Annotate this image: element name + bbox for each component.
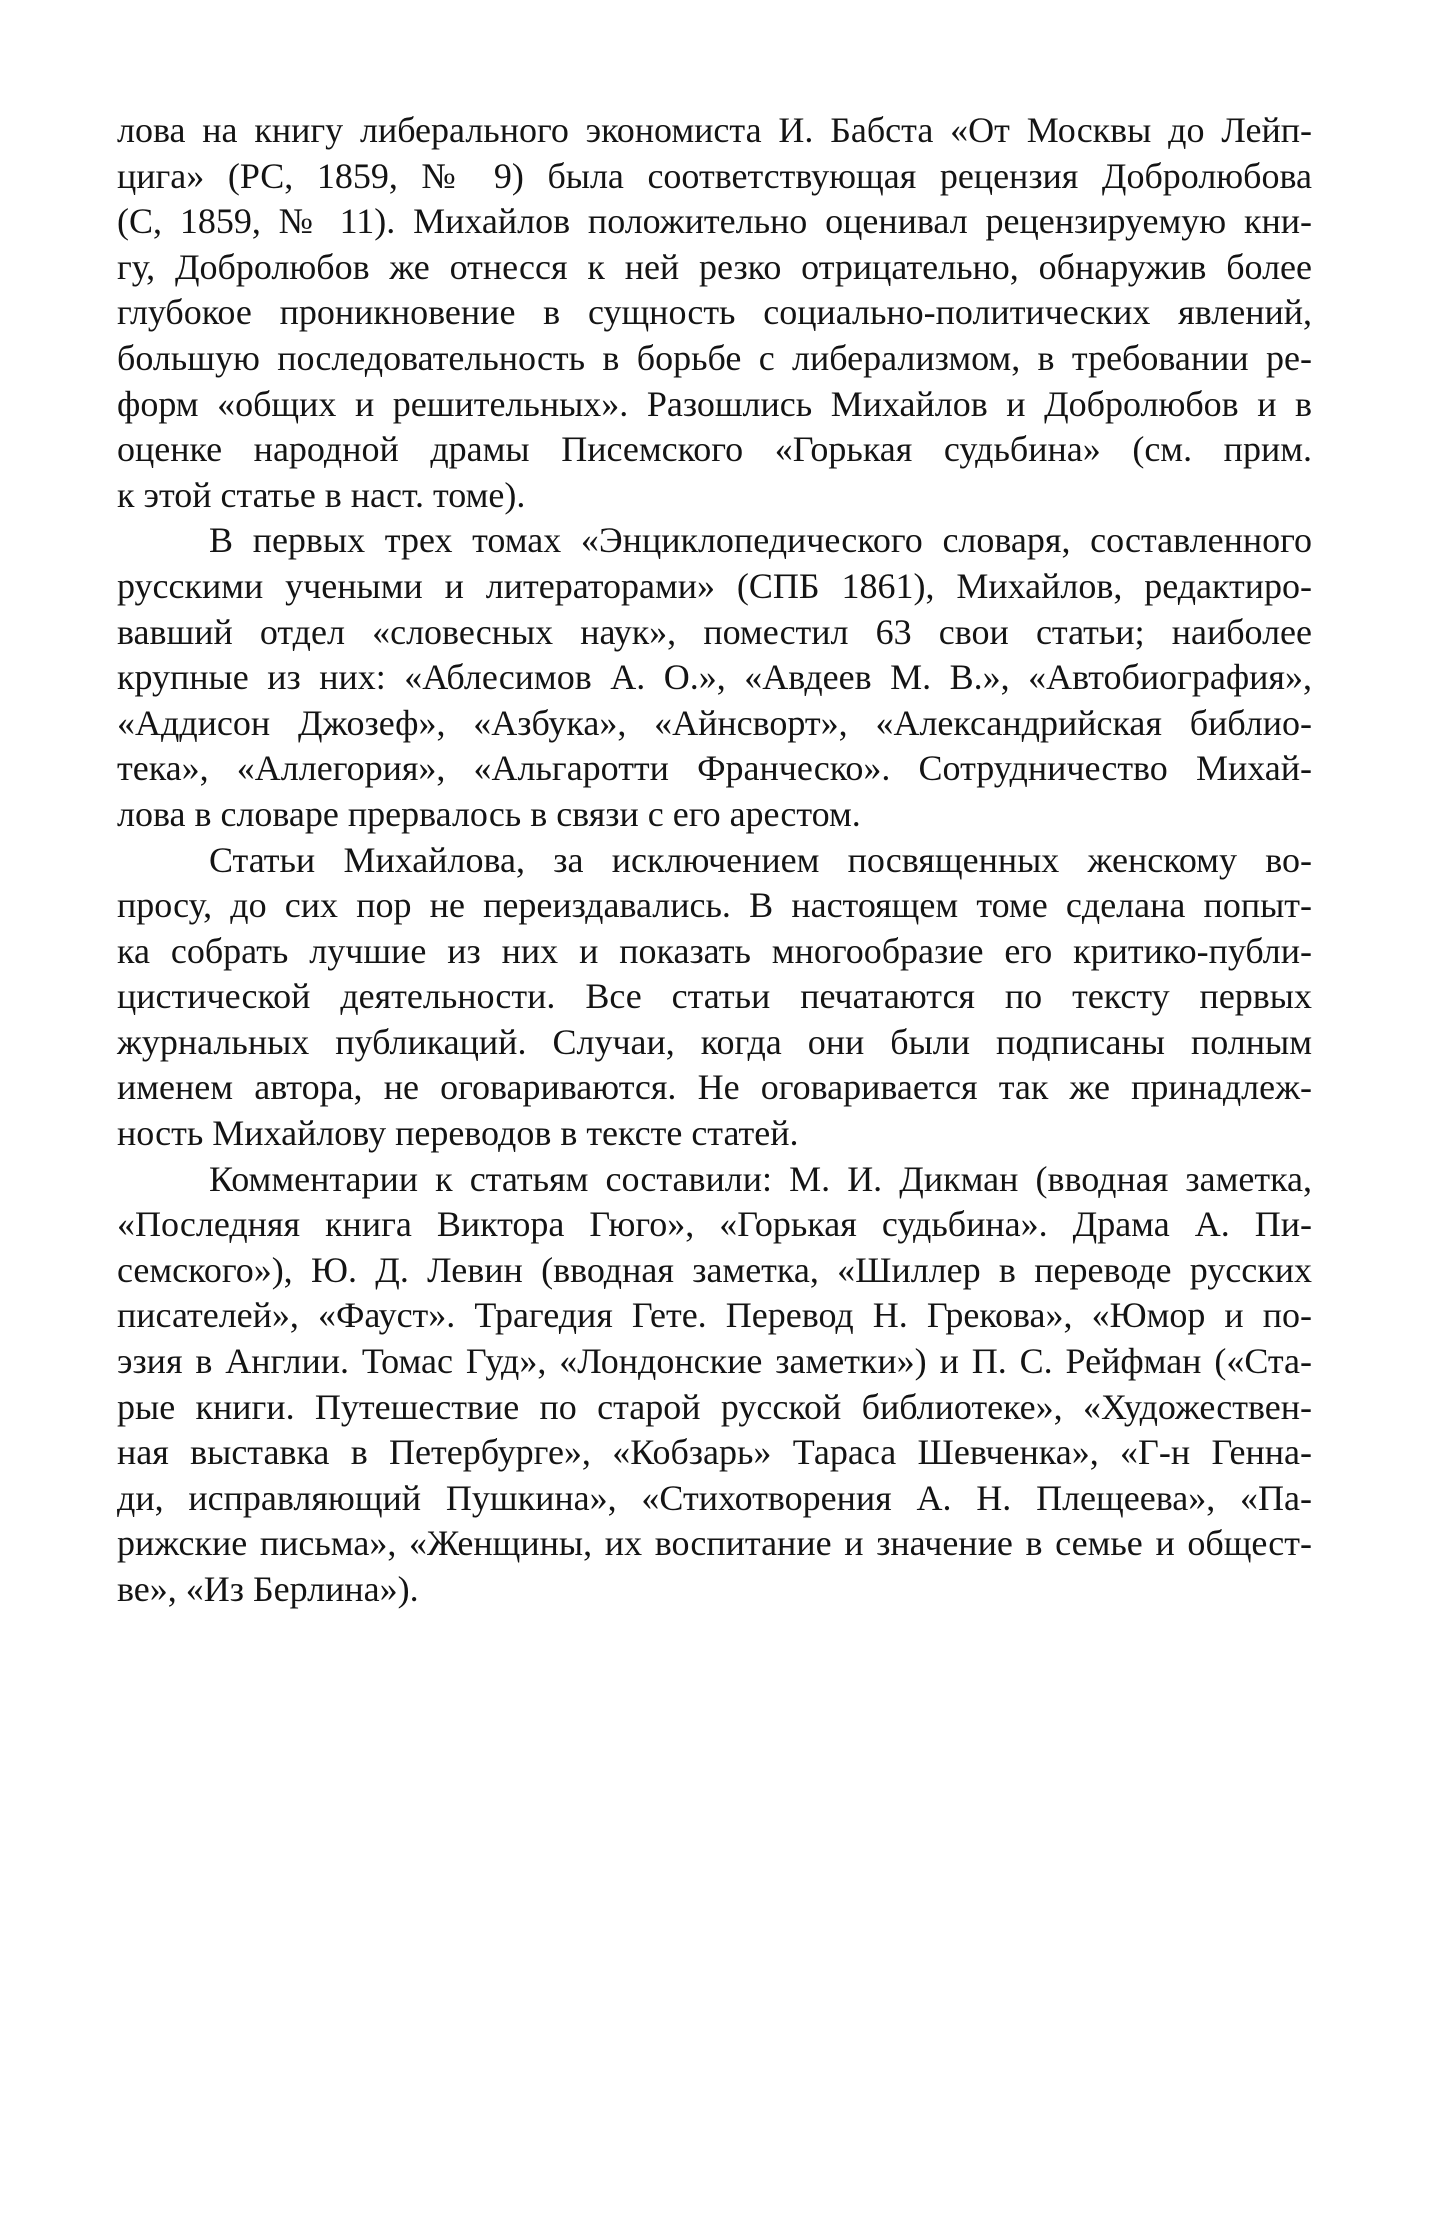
- paragraph-4: [117, 1157, 1312, 1613]
- text-line: рые книги. Путешествие по старой русской библиотеке», «Художествен-: [117, 1386, 1312, 1427]
- text-line: ка собрать лучшие из них и показать многообразие его критико-публи-: [117, 930, 1312, 971]
- text-line: вавший отдел «словесных наук», поместил 63 свои статьи; наиболее: [117, 611, 1312, 652]
- text-line: «Аддисон Джозеф», «Азбука», «Айнсворт», «Александрийская библио-: [117, 702, 1312, 743]
- text-line: русскими учеными и литераторами» (СПБ 1861), Михайлов, редактиро-: [117, 565, 1312, 606]
- text-line: к этой статье в наст. томе).: [117, 474, 526, 515]
- page-text: [117, 108, 1312, 1613]
- text-line: «Последняя книга Виктора Гюго», «Горькая судьбина». Драма А. Пи-: [117, 1204, 1312, 1245]
- text-line: (С, 1859, № 11). Михайлов положительно оценивал рецензируемую кни-: [117, 201, 1312, 242]
- text-line: ность Михайлову переводов в тексте статей.: [117, 1113, 799, 1154]
- text-line: писателей», «Фауст». Трагедия Гете. Перевод Н. Грекова», «Юмор и по-: [117, 1295, 1312, 1336]
- text-line: ная выставка в Петербурге», «Кобзарь» Тараса Шевченка», «Г-н Генна-: [117, 1432, 1312, 1473]
- text-line: оценке народной драмы Писемского «Горькая судьбина» (см. прим.: [117, 429, 1312, 470]
- text-line: рижские письма», «Женщины, их воспитание и значение в семье и общест-: [117, 1523, 1312, 1564]
- text-line: лова на книгу либерального экономиста И. Бабста «От Москвы до Лейп-: [117, 110, 1312, 150]
- text-line: крупные из них: «Аблесимов А. О.», «Авдеев М. В.», «Автобиография»,: [117, 657, 1312, 698]
- text-line: семского»), Ю. Д. Левин (вводная заметка, «Шиллер в переводе русских: [117, 1249, 1312, 1290]
- text-line: ве», «Из Берлина»).: [117, 1569, 419, 1609]
- text-line: гу, Добролюбов же отнесся к ней резко отрицательно, обнаружив более: [117, 246, 1312, 287]
- paragraph-2: [117, 518, 1312, 837]
- text-line: ди, исправляющий Пушкина», «Стихотворения А. Н. Плещеева», «Па-: [117, 1477, 1312, 1518]
- text-line: Комментарии к статьям составили: М. И. Дикман (вводная заметка,: [209, 1158, 1312, 1199]
- text-line: Статьи Михайлова, за исключением посвященных женскому во-: [209, 839, 1312, 880]
- text-line: журнальных публикаций. Случаи, когда они были подписаны полным: [117, 1021, 1312, 1062]
- text-line: форм «общих и решительных». Разошлись Михайлов и Добролюбов и в: [117, 383, 1312, 424]
- text-line: глубокое проникновение в сущность социально-политических явлений,: [117, 292, 1312, 333]
- text-line: тека», «Аллегория», «Альгаротти Франческо». Сотрудничество Михай-: [117, 748, 1312, 789]
- text-line: просу, до сих пор не переиздавались. В настоящем томе сделана попыт-: [117, 885, 1312, 926]
- text-line: цига» (РС, 1859, № 9) была соответствующая рецензия Добролюбова: [117, 155, 1312, 196]
- text-line: эзия в Англии. Томас Гуд», «Лондонские заметки») и П. С. Рейфман («Ста-: [117, 1341, 1312, 1382]
- paragraph-1: [117, 108, 1312, 518]
- text-line: большую последовательность в борьбе с либерализмом, в требовании ре-: [117, 337, 1312, 378]
- text-line: лова в словаре прервалось в связи с его арестом.: [117, 793, 861, 834]
- text-line: В первых трех томах «Энциклопедического словаря, составленного: [209, 520, 1312, 561]
- paragraph-3: [117, 838, 1312, 1157]
- text-line: именем автора, не оговариваются. Не оговаривается так же принадлеж-: [117, 1067, 1312, 1108]
- text-line: цистической деятельности. Все статьи печатаются по тексту первых: [117, 976, 1312, 1017]
